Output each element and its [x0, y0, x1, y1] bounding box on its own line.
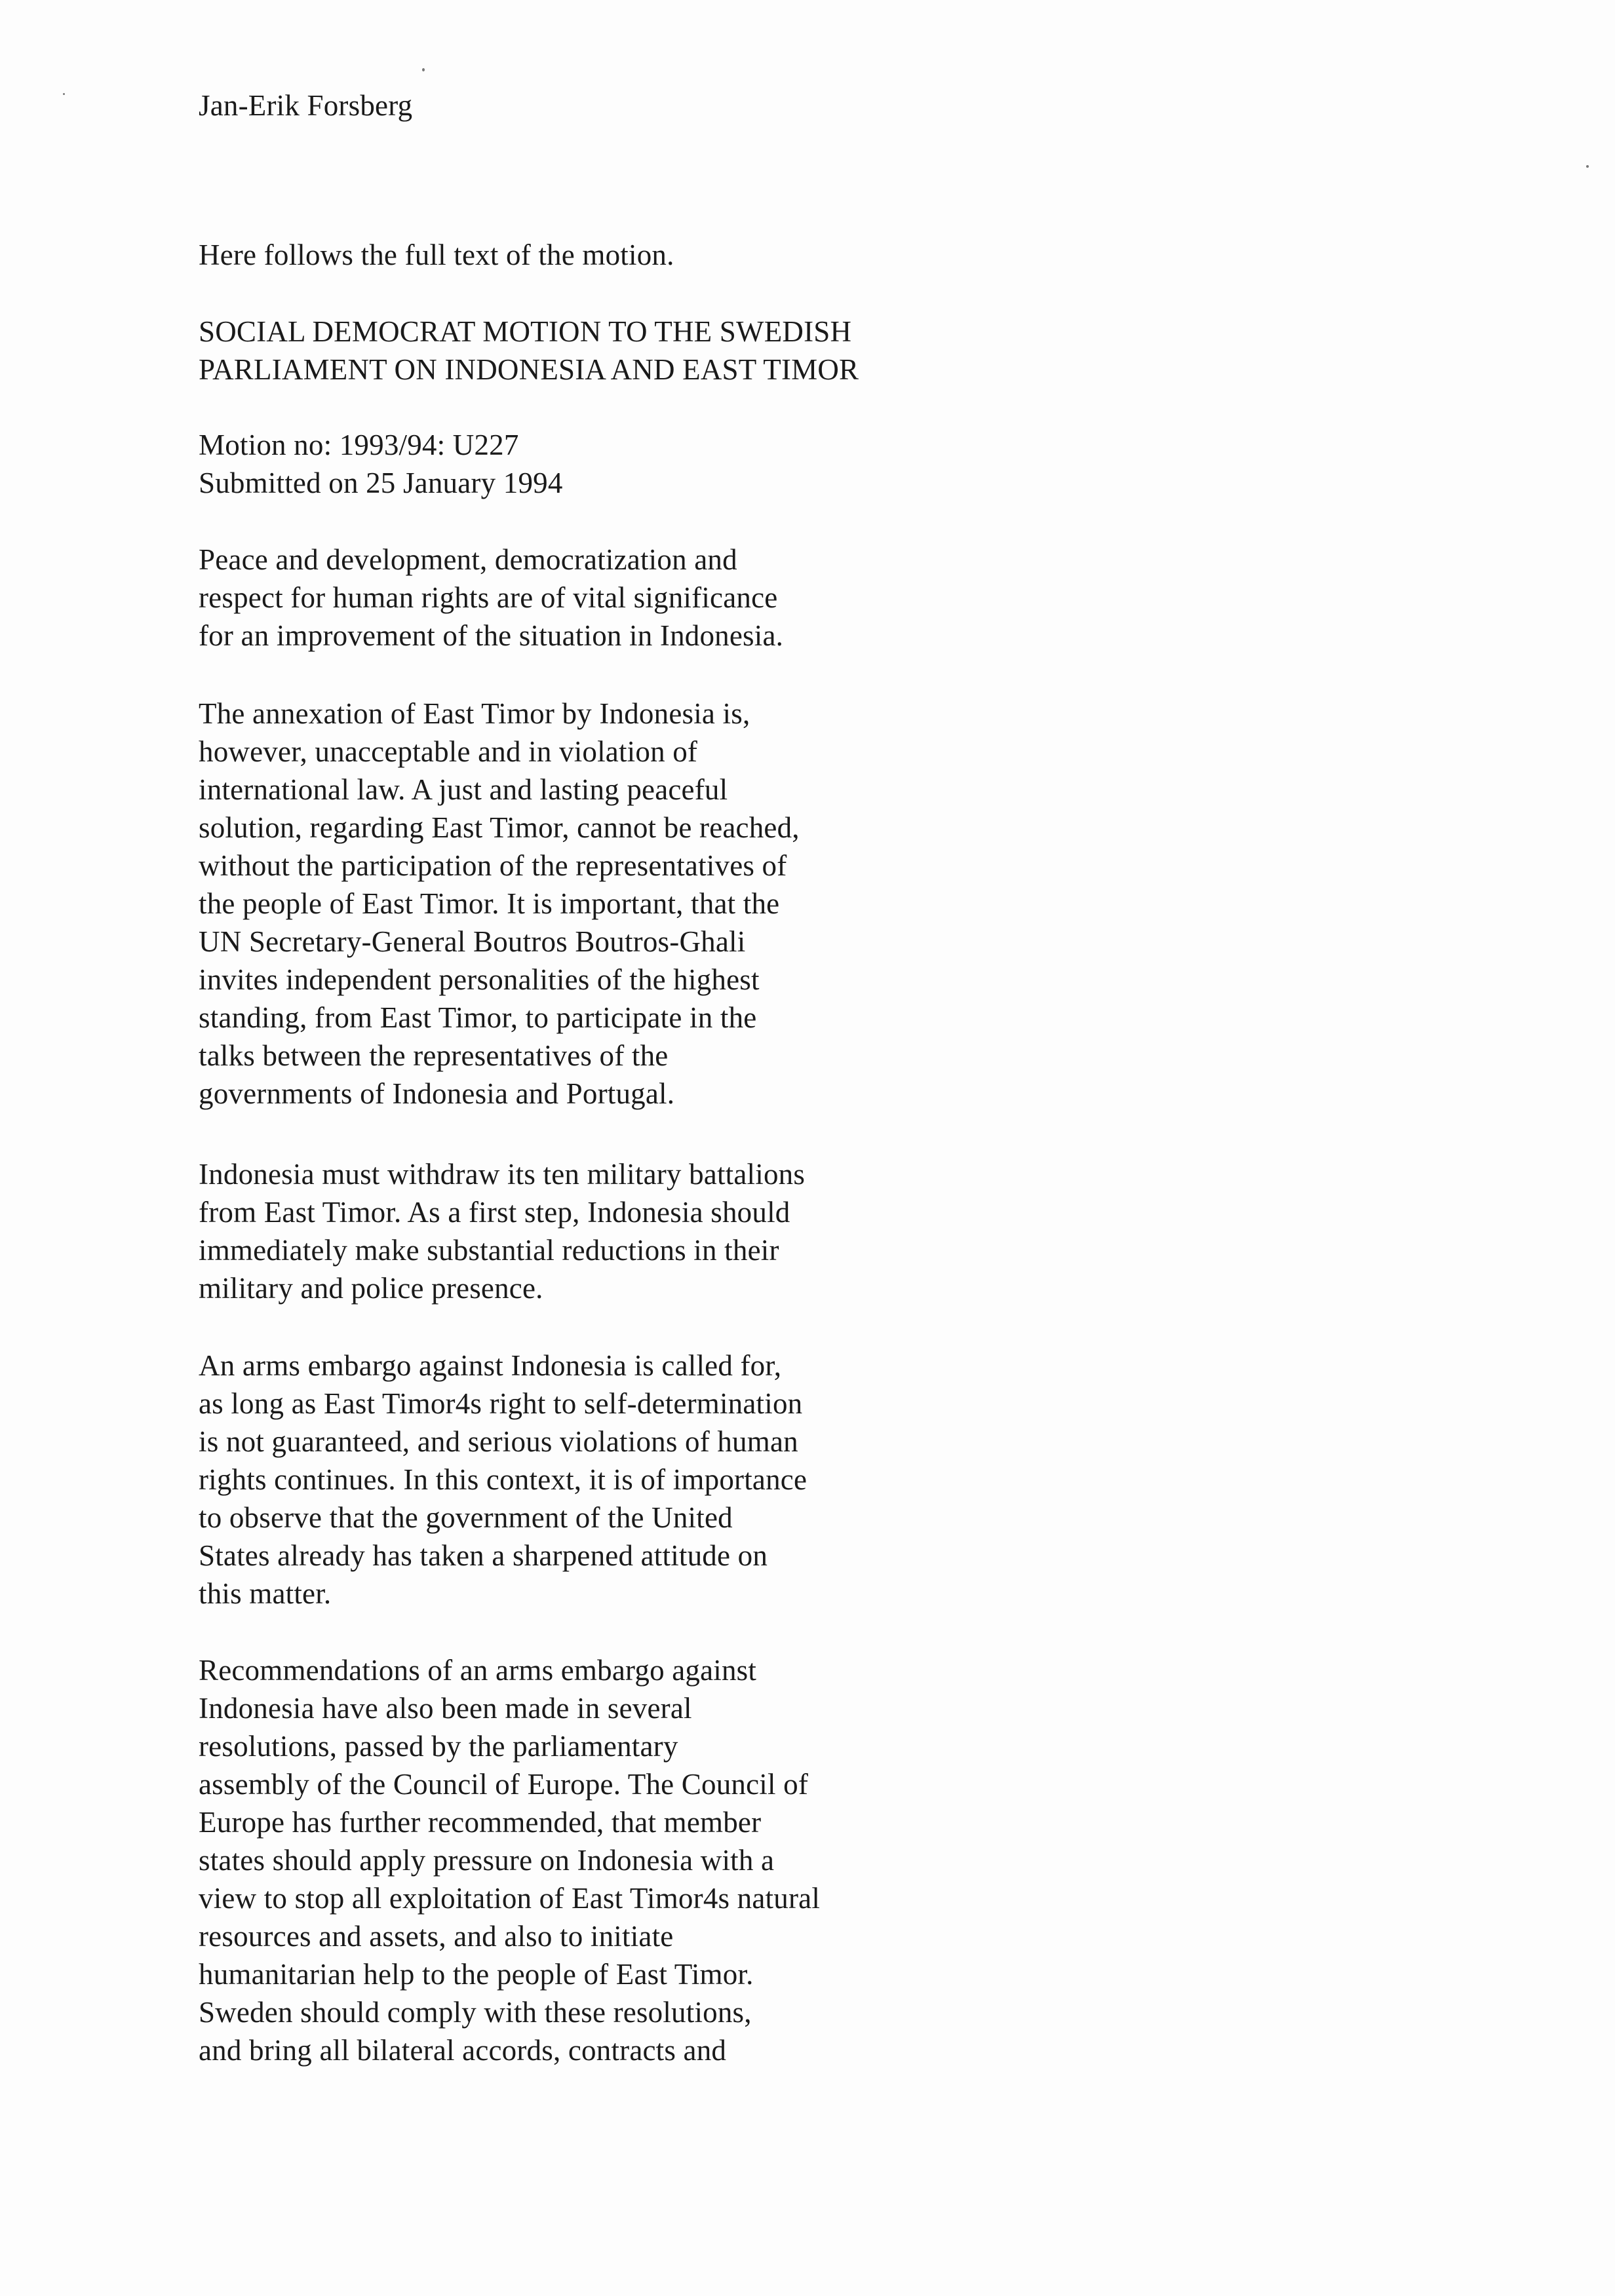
paragraph-4 — [199, 1347, 807, 1613]
motion-info — [199, 426, 563, 502]
scan-speck — [1586, 165, 1589, 168]
paragraph-5 — [199, 1651, 820, 2069]
paragraph-line: The annexation of East Timor by Indonesia is, — [199, 697, 750, 730]
paragraph-line: this matter. — [199, 1577, 332, 1610]
paragraph-line: Sweden should comply with these resolutions, — [199, 1996, 752, 2029]
paragraph-1 — [199, 541, 783, 655]
paragraph-line: for an improvement of the situation in Indonesia. — [199, 619, 784, 652]
paragraph-line: Recommendations of an arms embargo against — [199, 1654, 757, 1687]
paragraph-line: humanitarian help to the people of East Timor. — [199, 1958, 754, 1991]
paragraph-line: states should apply pressure on Indonesia with a — [199, 1844, 775, 1877]
paragraph-line: invites independent personalities of the highest — [199, 963, 760, 996]
paragraph-line: from East Timor. As a first step, Indonesia should — [199, 1196, 790, 1229]
document-title — [199, 313, 859, 389]
author-name — [199, 86, 412, 124]
intro-line: Here follows the full text of the motion. — [199, 239, 674, 271]
paragraph-line: and bring all bilateral accords, contracts and — [199, 2034, 727, 2067]
paragraph-line: however, unacceptable and in violation of — [199, 735, 698, 768]
paragraph-line: solution, regarding East Timor, cannot be reached, — [199, 811, 800, 844]
paragraph-line: the people of East Timor. It is important, that the — [199, 887, 780, 920]
paragraph-line: resolutions, passed by the parliamentary — [199, 1730, 678, 1763]
paragraph-line: talks between the representatives of the — [199, 1039, 669, 1072]
paragraph-line: military and police presence. — [199, 1272, 543, 1305]
paragraph-line: to observe that the government of the United — [199, 1501, 733, 1534]
paragraph-line: immediately make substantial reductions in their — [199, 1234, 779, 1267]
intro-text — [199, 236, 674, 274]
paragraph-line: view to stop all exploitation of East Timor4s natural — [199, 1882, 821, 1915]
paragraph-line: standing, from East Timor, to participate in the — [199, 1001, 757, 1034]
paragraph-line: governments of Indonesia and Portugal. — [199, 1077, 675, 1110]
paragraph-line: assembly of the Council of Europe. The Council of — [199, 1768, 809, 1801]
scan-speck — [63, 93, 65, 95]
paragraph-line: resources and assets, and also to initiate — [199, 1920, 674, 1953]
title-line: SOCIAL DEMOCRAT MOTION TO THE SWEDISH — [199, 315, 852, 348]
paragraph-line: Peace and development, democratization and — [199, 543, 737, 576]
scan-speck — [422, 68, 425, 71]
paragraph-line: Indonesia have also been made in several — [199, 1692, 692, 1725]
paragraph-line: without the participation of the representatives of — [199, 849, 787, 882]
paragraph-line: respect for human rights are of vital significance — [199, 581, 778, 614]
paragraph-line: international law. A just and lasting peaceful — [199, 773, 728, 806]
paragraph-line: An arms embargo against Indonesia is called for, — [199, 1349, 782, 1382]
title-line: PARLIAMENT ON INDONESIA AND EAST TIMOR — [199, 353, 859, 386]
paragraph-line: Europe has further recommended, that member — [199, 1806, 762, 1839]
paragraph-line: UN Secretary-General Boutros Boutros-Ghali — [199, 925, 746, 958]
paragraph-line: as long as East Timor4s right to self-determination — [199, 1387, 803, 1420]
motion-number: Motion no: 1993/94: U227 — [199, 429, 519, 461]
paragraph-line: is not guaranteed, and serious violations of human — [199, 1425, 798, 1458]
paragraph-line: Indonesia must withdraw its ten military battalions — [199, 1158, 806, 1191]
paragraph-line: rights continues. In this context, it is of importance — [199, 1463, 808, 1496]
paragraph-2 — [199, 695, 800, 1113]
paragraph-3 — [199, 1155, 805, 1307]
author-line: Jan-Erik Forsberg — [199, 89, 413, 122]
submission-date: Submitted on 25 January 1994 — [199, 467, 563, 499]
paragraph-line: States already has taken a sharpened attitude on — [199, 1539, 768, 1572]
